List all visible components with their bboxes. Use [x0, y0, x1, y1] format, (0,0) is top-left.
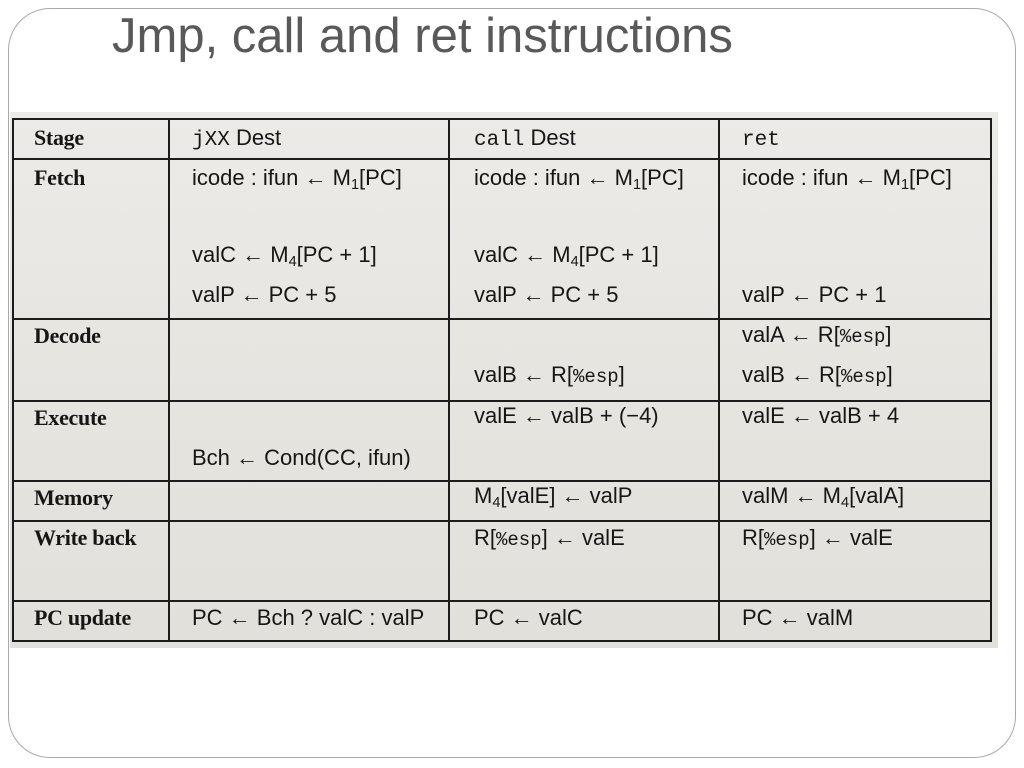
expr-subscript: 1: [350, 177, 360, 194]
expr-text: icode : ifun ← M: [742, 165, 901, 190]
expr-subscript: 4: [288, 254, 297, 271]
expr-subscript: 1: [900, 177, 910, 194]
expr-text: valB ← R[: [742, 362, 842, 387]
expr-text: valC ← M: [474, 242, 571, 267]
fetch-jxx-line-icode: [192, 165, 402, 194]
stage-label-fetch: Fetch: [34, 165, 86, 190]
write-back-ret-line-esp: [742, 525, 893, 553]
table-row-memory: [12, 480, 992, 520]
cell-write-back-ret: [718, 522, 992, 600]
cell-execute-jxx: [168, 402, 448, 480]
expr-text: valC ← M: [192, 242, 289, 267]
memory-call-line-write: [474, 483, 633, 512]
cell-memory-jxx: [168, 482, 448, 520]
header-ret-label: [742, 125, 780, 154]
ret-mnemonic: ret: [742, 129, 780, 152]
expr-text: valM ← M: [742, 483, 841, 508]
jxx-mnemonic: jXX: [192, 129, 230, 152]
cell-decode-jxx: [168, 320, 448, 400]
table-row-execute: [12, 400, 992, 480]
memory-ret-line-valm: [742, 483, 905, 512]
expr-text: ]: [886, 362, 893, 387]
expr-subscript: 4: [841, 495, 850, 512]
expr-text: [PC]: [909, 165, 952, 190]
pc-update-call-line: PC ← valC: [474, 605, 583, 630]
expr-text: ]: [618, 362, 625, 387]
execute-ret-line-vale: valE ← valB + 4: [742, 403, 900, 428]
cell-fetch-jxx: [168, 160, 448, 318]
slide-title: Jmp, call and ret instructions: [112, 9, 733, 63]
expr-text: ]: [885, 322, 892, 347]
register-name: %esp: [764, 529, 810, 551]
expr-text: R[: [474, 525, 496, 550]
header-call-label: [474, 125, 576, 154]
stage-label-execute: Execute: [34, 405, 107, 430]
expr-text: ] ← valE: [541, 525, 625, 550]
register-name: %esp: [496, 529, 542, 551]
table-row-write-back: [12, 520, 992, 600]
pc-update-jxx-line: PC ← Bch ? valC : valP: [192, 605, 425, 630]
fetch-call-line-valc: [474, 242, 659, 271]
header-cell-jxx: [168, 120, 448, 158]
fetch-ret-line-valp: valP ← PC + 1: [742, 282, 887, 307]
write-back-call-line-esp: [474, 525, 625, 553]
stage-cell-pc-update: [12, 602, 168, 640]
stage-cell-memory: [12, 482, 168, 520]
fetch-call-line-valp: valP ← PC + 5: [474, 282, 619, 307]
jxx-operand: Dest: [235, 125, 282, 150]
cell-execute-call: [448, 402, 718, 480]
stage-label-decode: Decode: [34, 323, 101, 348]
register-name: %esp: [839, 326, 886, 348]
expr-text: ] ← valE: [809, 525, 893, 550]
stage-cell-fetch: [12, 160, 168, 318]
call-operand: Dest: [530, 125, 576, 150]
pc-update-ret-line: PC ← valM: [742, 605, 854, 630]
expr-text: icode : ifun ← M: [192, 165, 351, 190]
cell-decode-call: [448, 320, 718, 400]
cell-memory-call: [448, 482, 718, 520]
instruction-stage-table-image: [10, 112, 998, 648]
cell-pc-update-jxx: [168, 602, 448, 640]
stage-cell-decode: [12, 320, 168, 400]
expr-subscript: 4: [570, 254, 579, 271]
expr-text: [PC + 1]: [296, 242, 377, 267]
decode-ret-line-vala: [742, 322, 892, 350]
cell-pc-update-call: [448, 602, 718, 640]
decode-ret-line-valb: [742, 362, 893, 390]
decode-call-line-valb: [474, 362, 625, 390]
header-jxx-label: [192, 125, 281, 154]
stage-cell-write-back: [12, 522, 168, 600]
instruction-stage-table: [12, 118, 992, 642]
table-header-row: [12, 118, 992, 158]
expr-text: [PC]: [641, 165, 684, 190]
cell-execute-ret: [718, 402, 992, 480]
header-cell-stage: [12, 120, 168, 158]
expr-subscript: 4: [492, 495, 501, 512]
stage-label-pc-update: PC update: [34, 605, 131, 630]
table-row-fetch: [12, 158, 992, 318]
expr-text: [valE] ← valP: [500, 483, 633, 508]
stage-label-memory: Memory: [34, 485, 113, 510]
expr-text: [PC]: [359, 165, 402, 190]
register-name: %esp: [573, 366, 619, 388]
header-cell-ret: [718, 120, 992, 158]
register-name: %esp: [841, 366, 887, 388]
expr-text: valB ← R[: [474, 362, 574, 387]
cell-decode-ret: [718, 320, 992, 400]
fetch-call-line-icode: [474, 165, 684, 194]
stage-cell-execute: [12, 402, 168, 480]
expr-text: valA ← R[: [742, 322, 840, 347]
header-stage-label: Stage: [34, 125, 84, 150]
cell-memory-ret: [718, 482, 992, 520]
expr-text: M: [474, 483, 493, 508]
expr-text: R[: [742, 525, 764, 550]
execute-call-line-vale: valE ← valB + (−4): [474, 403, 659, 428]
fetch-ret-line-icode: [742, 165, 952, 194]
header-cell-call: [448, 120, 718, 158]
expr-subscript: 1: [632, 177, 642, 194]
fetch-jxx-line-valc: [192, 242, 377, 271]
expr-text: icode : ifun ← M: [474, 165, 633, 190]
table-row-decode: [12, 318, 992, 400]
cell-pc-update-ret: [718, 602, 992, 640]
table-row-pc-update: [12, 600, 992, 642]
fetch-jxx-line-valp: valP ← PC + 5: [192, 282, 337, 307]
expr-text: [valA]: [849, 483, 905, 508]
cell-write-back-jxx: [168, 522, 448, 600]
cell-fetch-ret: [718, 160, 992, 318]
stage-label-write-back: Write back: [34, 525, 137, 550]
cell-write-back-call: [448, 522, 718, 600]
expr-text: [PC + 1]: [578, 242, 659, 267]
execute-jxx-line-bch: Bch ← Cond(CC, ifun): [192, 445, 411, 470]
cell-fetch-call: [448, 160, 718, 318]
call-mnemonic: call: [474, 129, 525, 152]
